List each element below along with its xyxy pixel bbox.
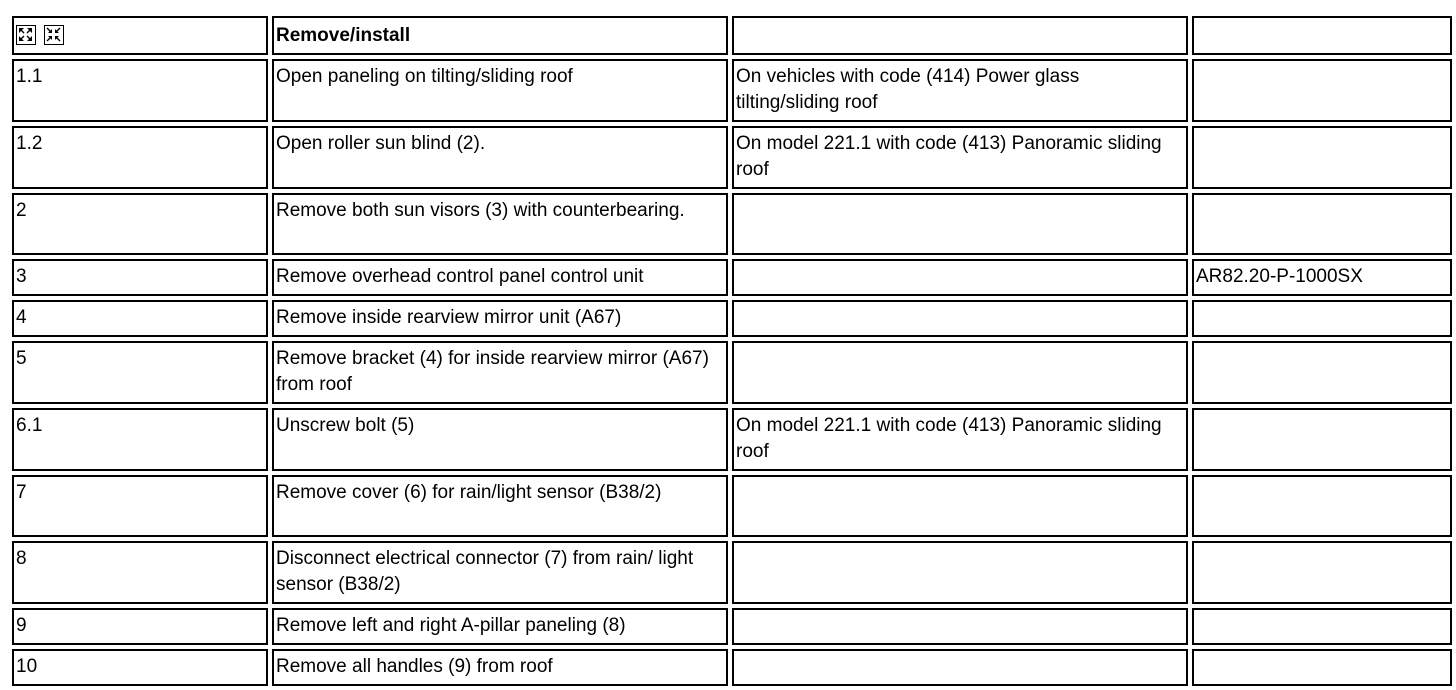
header-ref-cell — [1192, 16, 1452, 55]
procedure-table — [8, 12, 1456, 690]
table-row — [12, 59, 1452, 122]
step-action: Unscrew bolt (5) — [272, 408, 728, 471]
table-row — [12, 541, 1452, 604]
expand-all-icon[interactable] — [16, 25, 36, 45]
step-action: Remove both sun visors (3) with counterbearing. — [272, 193, 728, 255]
step-action: Remove bracket (4) for inside rearview mirror (A67) from roof — [272, 341, 728, 404]
step-reference — [1192, 541, 1452, 604]
step-action: Disconnect electrical connector (7) from rain/ light sensor (B38/2) — [272, 541, 728, 604]
step-action: Open paneling on tilting/sliding roof — [272, 59, 728, 122]
step-reference — [1192, 341, 1452, 404]
step-action: Remove overhead control panel control unit — [272, 259, 728, 296]
step-number: 2 — [12, 193, 268, 255]
step-reference — [1192, 193, 1452, 255]
table-row — [12, 408, 1452, 471]
step-reference — [1192, 300, 1452, 337]
header-note-cell — [732, 16, 1188, 55]
step-condition: On model 221.1 with code (413) Panoramic sliding roof — [732, 126, 1188, 189]
step-number: 8 — [12, 541, 268, 604]
step-number: 5 — [12, 341, 268, 404]
step-number: 7 — [12, 475, 268, 537]
step-number: 3 — [12, 259, 268, 296]
step-condition: On model 221.1 with code (413) Panoramic sliding roof — [732, 408, 1188, 471]
step-number: 1.2 — [12, 126, 268, 189]
table-header-row — [12, 16, 1452, 55]
step-reference — [1192, 408, 1452, 471]
table-row — [12, 341, 1452, 404]
header-icons-cell — [12, 16, 268, 55]
step-reference — [1192, 649, 1452, 686]
table-row — [12, 475, 1452, 537]
table-row — [12, 259, 1452, 296]
header-title: Remove/install — [272, 16, 728, 55]
step-reference: AR82.20-P-1000SX — [1192, 259, 1452, 296]
step-condition — [732, 541, 1188, 604]
step-condition — [732, 475, 1188, 537]
table-row — [12, 608, 1452, 645]
step-number: 9 — [12, 608, 268, 645]
step-condition — [732, 341, 1188, 404]
table-row — [12, 300, 1452, 337]
step-reference — [1192, 126, 1452, 189]
step-action: Remove inside rearview mirror unit (A67) — [272, 300, 728, 337]
step-reference — [1192, 608, 1452, 645]
table-row — [12, 126, 1452, 189]
step-action: Remove all handles (9) from roof — [272, 649, 728, 686]
step-number: 4 — [12, 300, 268, 337]
step-condition — [732, 649, 1188, 686]
step-number: 10 — [12, 649, 268, 686]
step-condition — [732, 259, 1188, 296]
step-reference — [1192, 59, 1452, 122]
step-action: Remove left and right A-pillar paneling (8) — [272, 608, 728, 645]
step-condition: On vehicles with code (414) Power glass tilting/sliding roof — [732, 59, 1188, 122]
step-action: Open roller sun blind (2). — [272, 126, 728, 189]
table-row — [12, 649, 1452, 686]
collapse-all-icon[interactable] — [44, 25, 64, 45]
step-number: 1.1 — [12, 59, 268, 122]
step-number: 6.1 — [12, 408, 268, 471]
step-condition — [732, 193, 1188, 255]
step-condition — [732, 300, 1188, 337]
step-condition — [732, 608, 1188, 645]
step-reference — [1192, 475, 1452, 537]
step-action: Remove cover (6) for rain/light sensor (B38/2) — [272, 475, 728, 537]
table-row — [12, 193, 1452, 255]
